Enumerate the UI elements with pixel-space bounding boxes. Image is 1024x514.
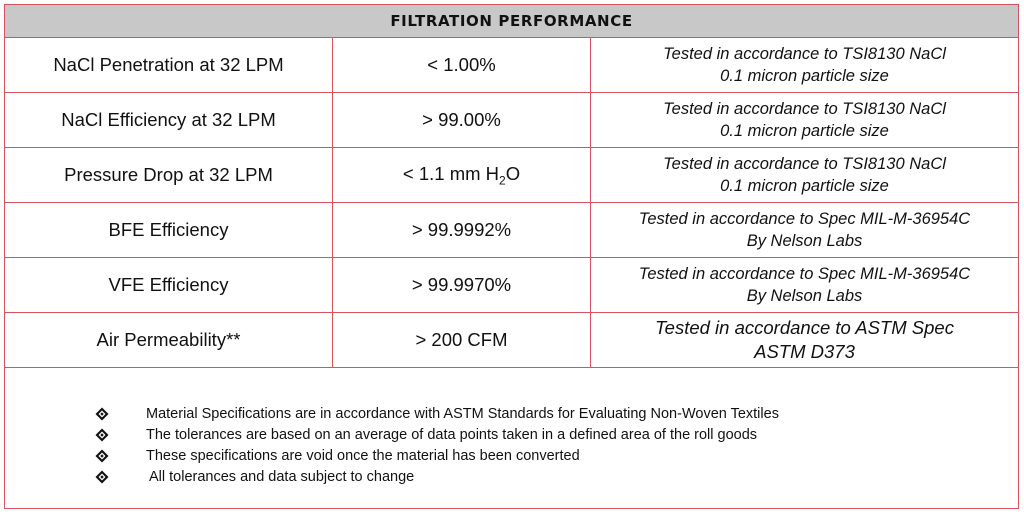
notes-list — [95, 403, 975, 487]
value-cell: < 1.00% — [333, 38, 591, 93]
method-cell — [591, 203, 1019, 258]
method-cell — [591, 313, 1019, 368]
parameter-cell: BFE Efficiency — [5, 203, 333, 258]
note-text: All tolerances and data subject to change — [149, 468, 415, 485]
table-row — [5, 93, 1018, 148]
method-line: 0.1 micron particle size — [720, 122, 889, 140]
method-line: Tested in accordance to TSI8130 NaCl — [663, 100, 946, 118]
table-row — [5, 148, 1018, 203]
method-line: Tested in accordance to TSI8130 NaCl — [663, 155, 946, 173]
method-cell — [591, 148, 1019, 203]
list-item — [95, 424, 975, 445]
list-item — [95, 445, 975, 466]
parameter-cell: Air Permeability** — [5, 313, 333, 368]
table-row — [5, 313, 1018, 368]
value-cell: > 200 CFM — [333, 313, 591, 368]
method-cell — [591, 38, 1019, 93]
method-line: 0.1 micron particle size — [720, 67, 889, 85]
method-cell — [591, 93, 1019, 148]
method-line: Tested in accordance to TSI8130 NaCl — [663, 45, 946, 63]
method-line: ASTM D373 — [754, 341, 855, 362]
value-cell: > 99.9970% — [333, 258, 591, 313]
diamond-bullet-icon — [95, 470, 109, 484]
table-row — [5, 203, 1018, 258]
parameter-cell: NaCl Efficiency at 32 LPM — [5, 93, 333, 148]
value-suffix: O — [505, 162, 521, 184]
method-cell — [591, 258, 1019, 313]
filtration-performance-sheet — [4, 4, 1019, 509]
table-row — [5, 38, 1018, 93]
table-row — [5, 258, 1018, 313]
diamond-bullet-icon — [95, 428, 109, 442]
diamond-bullet-icon — [95, 407, 109, 421]
parameter-cell: NaCl Penetration at 32 LPM — [5, 38, 333, 93]
parameter-cell: VFE Efficiency — [5, 258, 333, 313]
value-cell: > 99.9992% — [333, 203, 591, 258]
parameter-cell: Pressure Drop at 32 LPM — [5, 148, 333, 203]
list-item — [95, 403, 975, 424]
note-text: The tolerances are based on an average of data points taken in a defined area of the roll goods — [146, 426, 758, 443]
list-item — [95, 466, 975, 487]
specifications-table — [5, 38, 1018, 368]
diamond-bullet-icon — [95, 449, 109, 463]
value-cell: > 99.00% — [333, 93, 591, 148]
table-title: FILTRATION PERFORMANCE — [5, 5, 1018, 38]
method-line: Tested in accordance to Spec MIL-M-36954C — [638, 210, 971, 228]
method-line: Tested in accordance to Spec MIL-M-36954C — [638, 265, 971, 283]
value-subscript: 2 — [499, 173, 506, 188]
method-line: Tested in accordance to ASTM Spec — [655, 317, 954, 338]
method-line: By Nelson Labs — [746, 232, 863, 250]
method-line: 0.1 micron particle size — [720, 177, 889, 195]
method-line: By Nelson Labs — [746, 287, 863, 305]
note-text: These specifications are void once the material has been converted — [146, 447, 580, 464]
note-text: Material Specifications are in accordance with ASTM Standards for Evaluating Non-Woven Textiles — [146, 405, 779, 422]
value-prefix: < 1.1 mm H — [402, 162, 500, 184]
value-cell — [333, 148, 591, 203]
